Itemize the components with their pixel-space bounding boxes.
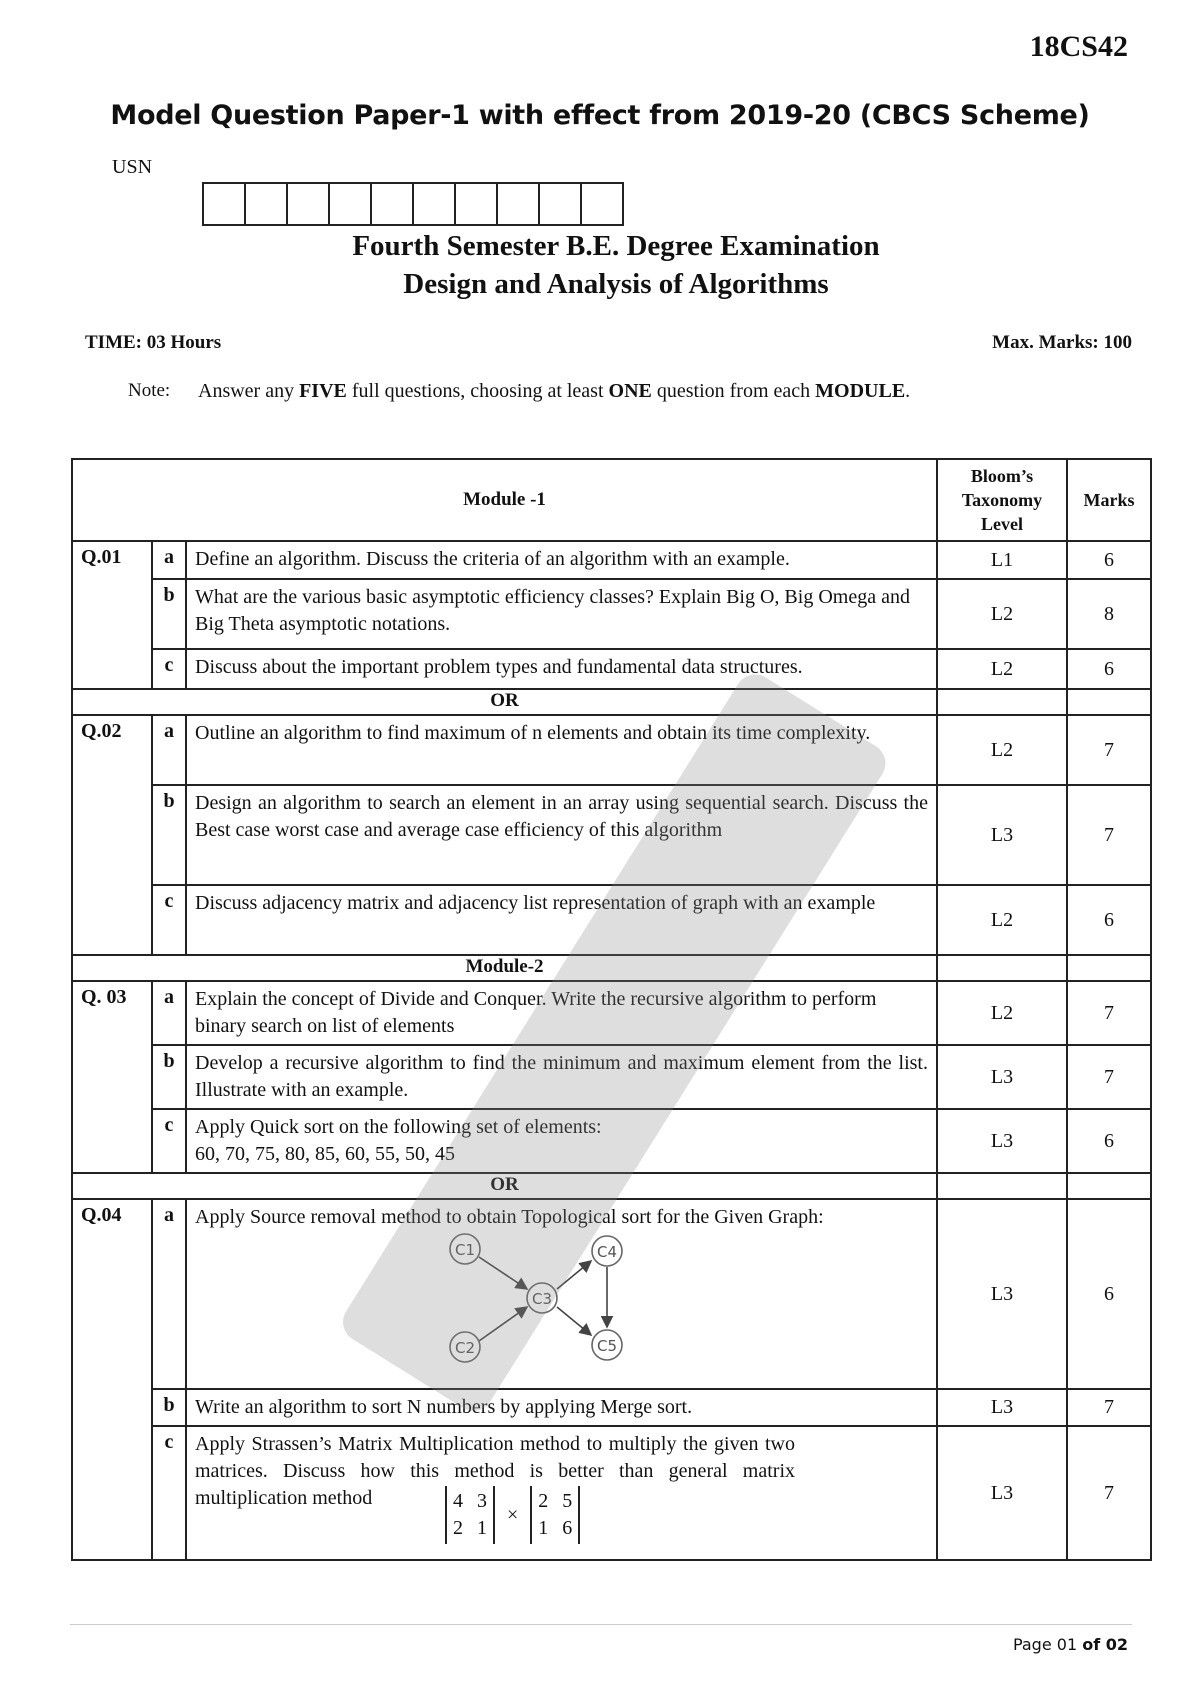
graph-node (450, 1234, 480, 1264)
marks-column-header: Marks (1067, 459, 1151, 541)
question-text-line: Apply Quick sort on the following set of elements: (195, 1116, 602, 1138)
question-number: Q.01 (72, 541, 152, 689)
svg-text:C3: C3 (531, 1290, 553, 1308)
bloom-level: L2 (937, 885, 1067, 955)
question-number: Q.04 (72, 1199, 152, 1560)
empty-cell (937, 689, 1067, 715)
subquestion-label: c (152, 649, 186, 689)
marks: 6 (1067, 1199, 1151, 1389)
page-footer: Page 01 of 02 (1012, 1635, 1128, 1654)
bloom-level: L3 (937, 785, 1067, 885)
question-text: What are the various basic asymptotic efficiency classes? Explain Big O, Big Omega and Big Theta asymptotic notations. (186, 579, 937, 649)
exam-heading: Fourth Semester B.E. Degree Examination (352, 230, 880, 262)
subquestion-label: c (152, 885, 186, 955)
question-text-line: Apply Strassen’s Matrix Multiplication method to multiply the given two matrices. Discuss how this method is better than general matrix multiplication method (195, 1433, 795, 1509)
subquestion-label: b (152, 1389, 186, 1426)
question-text: Develop a recursive algorithm to find the minimum and maximum element from the list. Illustrate with an example. (186, 1045, 937, 1109)
marks: 7 (1067, 1389, 1151, 1426)
svg-text:C1: C1 (454, 1241, 476, 1259)
question-text (186, 1109, 937, 1173)
usn-box[interactable] (330, 182, 372, 226)
usn-box[interactable] (372, 182, 414, 226)
subquestion-label: b (152, 785, 186, 885)
marks: 6 (1067, 1109, 1151, 1173)
edge-c1-c3 (479, 1257, 527, 1289)
bloom-level: L3 (937, 1109, 1067, 1173)
usn-box[interactable] (498, 182, 540, 226)
empty-cell (1067, 1173, 1151, 1199)
graph-node (450, 1332, 480, 1362)
question-text: Write an algorithm to sort N numbers by applying Merge sort. (186, 1389, 937, 1426)
question-text (186, 1426, 937, 1560)
svg-text:C2: C2 (454, 1339, 476, 1357)
empty-cell (1067, 689, 1151, 715)
bloom-level: L2 (937, 981, 1067, 1045)
graph-node (527, 1283, 557, 1313)
question-number: Q. 03 (72, 981, 152, 1173)
graph-node (592, 1236, 622, 1266)
question-text-line: Apply Source removal method to obtain Topological sort for the Given Graph: (195, 1206, 824, 1228)
matrix-b: 2 5 1 6 (530, 1486, 580, 1544)
svg-text:C4: C4 (596, 1243, 618, 1261)
empty-cell (937, 955, 1067, 981)
max-marks: Max. Marks: 100 (992, 332, 1132, 353)
bloom-level: L3 (937, 1045, 1067, 1109)
question-text: Define an algorithm. Discuss the criteria of an algorithm with an example. (186, 541, 937, 579)
module-2-header: Module-2 (72, 955, 937, 981)
usn-box[interactable] (288, 182, 330, 226)
marks: 7 (1067, 715, 1151, 785)
question-text: Discuss adjacency matrix and adjacency list representation of graph with an example (186, 885, 937, 955)
matrix-expression (445, 1486, 928, 1544)
question-text: Discuss about the important problem types and fundamental data structures. (186, 649, 937, 689)
empty-cell (1067, 955, 1151, 981)
subquestion-label: b (152, 579, 186, 649)
topological-graph (445, 1233, 645, 1363)
usn-label: USN (112, 156, 153, 178)
subquestion-label: c (152, 1109, 186, 1173)
subquestion-label: a (152, 715, 186, 785)
question-text (186, 1199, 937, 1389)
edge-c3-c5 (557, 1307, 591, 1335)
or-divider: OR (72, 689, 937, 715)
usn-box[interactable] (540, 182, 582, 226)
note-text: Answer any FIVE full questions, choosing at least ONE question from each MODULE. (198, 380, 911, 402)
usn-box[interactable] (456, 182, 498, 226)
bloom-level: L2 (937, 579, 1067, 649)
usn-boxes (202, 182, 624, 226)
usn-box[interactable] (246, 182, 288, 226)
question-table (71, 458, 1152, 1561)
bloom-level: L2 (937, 649, 1067, 689)
edge-c2-c3 (479, 1307, 527, 1341)
footer-rule (70, 1624, 1132, 1625)
usn-box[interactable] (204, 182, 246, 226)
subquestion-label: c (152, 1426, 186, 1560)
bloom-level: L1 (937, 541, 1067, 579)
quick-sort-elements: 60, 70, 75, 80, 85, 60, 55, 50, 45 (195, 1143, 455, 1165)
note-label: Note: (128, 380, 171, 401)
marks: 6 (1067, 541, 1151, 579)
course-code: 18CS42 (1029, 30, 1128, 63)
subquestion-label: a (152, 981, 186, 1045)
marks: 7 (1067, 981, 1151, 1045)
bloom-column-header: Bloom’s Taxonomy Level (937, 459, 1067, 541)
matrix-a: 4 3 2 1 (445, 1486, 495, 1544)
svg-text:C5: C5 (596, 1337, 618, 1355)
marks: 8 (1067, 579, 1151, 649)
times-sign: × (507, 1503, 519, 1526)
bloom-level: L3 (937, 1389, 1067, 1426)
marks: 7 (1067, 1045, 1151, 1109)
question-text: Design an algorithm to search an element in an array using sequential search. Discuss the Best case worst case and average case efficiency of this algorithm (186, 785, 937, 885)
subquestion-label: a (152, 1199, 186, 1389)
empty-cell (937, 1173, 1067, 1199)
marks: 7 (1067, 785, 1151, 885)
question-number: Q.02 (72, 715, 152, 955)
exam-time: TIME: 03 Hours (85, 332, 222, 353)
usn-box[interactable] (414, 182, 456, 226)
bloom-level: L2 (937, 715, 1067, 785)
subject-heading: Design and Analysis of Algorithms (403, 268, 829, 300)
module-1-header: Module -1 (72, 459, 937, 541)
marks: 7 (1067, 1426, 1151, 1560)
or-divider: OR (72, 1173, 937, 1199)
subquestion-label: a (152, 541, 186, 579)
bloom-level: L3 (937, 1426, 1067, 1560)
question-text: Explain the concept of Divide and Conquer. Write the recursive algorithm to perform binary search on list of elements (186, 981, 937, 1045)
marks: 6 (1067, 885, 1151, 955)
bloom-level: L3 (937, 1199, 1067, 1389)
question-text: Outline an algorithm to find maximum of n elements and obtain its time complexity. (186, 715, 937, 785)
paper-title: Model Question Paper-1 with effect from 2019-20 (CBCS Scheme) (110, 100, 1090, 131)
marks: 6 (1067, 649, 1151, 689)
edge-c3-c4 (557, 1261, 591, 1289)
graph-node (592, 1330, 622, 1360)
usn-box[interactable] (582, 182, 624, 226)
subquestion-label: b (152, 1045, 186, 1109)
